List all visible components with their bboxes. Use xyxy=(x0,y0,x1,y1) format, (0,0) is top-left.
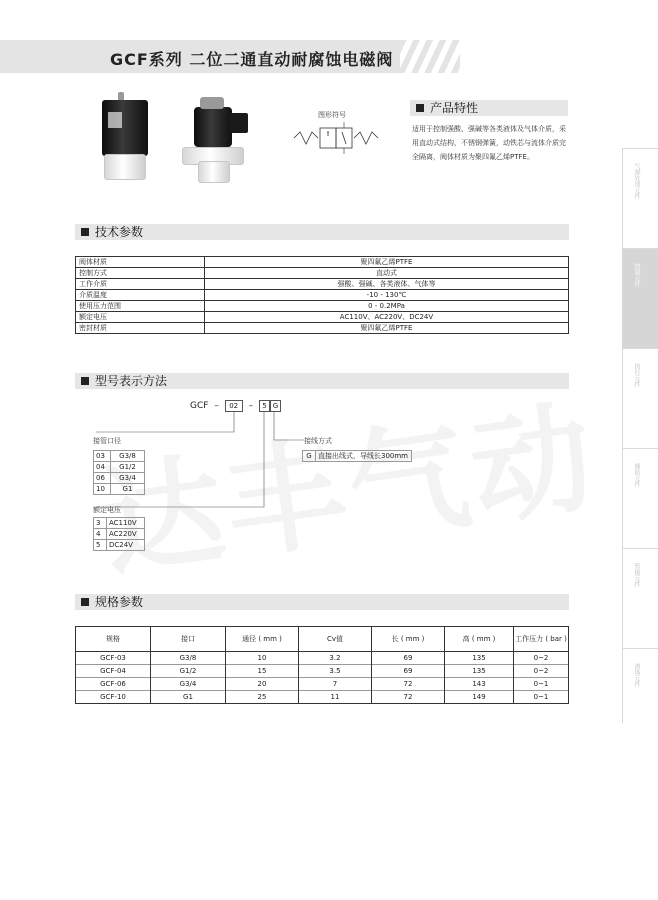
side-tab-actuator[interactable]: 执行元件 xyxy=(622,348,658,449)
model-dash: – xyxy=(214,401,219,411)
features-text: 适用于控制强酸、强碱等各类液体及气体介质，采用直动式结构，不锈钢弹簧，动铁芯与流体介质完全隔离，阀体材质为聚四氟乙烯PTFE。 xyxy=(412,125,566,161)
table-row xyxy=(76,323,569,334)
tech-header: 技术参数 xyxy=(75,224,569,240)
spec-cell: 135 xyxy=(445,652,514,665)
spec-cell: 11 xyxy=(299,691,372,704)
table-row xyxy=(94,451,145,462)
wiring-table xyxy=(302,450,412,462)
spec-cell: GCF-03 xyxy=(76,652,151,665)
spec-cell: 69 xyxy=(372,665,445,678)
tech-label: 阀体材质 xyxy=(76,257,205,268)
column-header: 规格 xyxy=(76,627,151,652)
spec-cell: 0~1 xyxy=(514,691,569,704)
spec-header: 规格参数 xyxy=(75,594,569,610)
table-row xyxy=(76,691,569,704)
page-title: GCF系列 二位二通直动耐腐蚀电磁阀 xyxy=(110,50,394,69)
port-table xyxy=(93,450,145,495)
spec-cell: 20 xyxy=(226,678,299,691)
spec-cell: 0~2 xyxy=(514,652,569,665)
table-row xyxy=(76,268,569,279)
wiring-desc: 直接出线式，导线长300mm xyxy=(316,451,412,462)
model-dash: – xyxy=(248,401,254,411)
spec-cell: GCF-10 xyxy=(76,691,151,704)
spec-cell: 72 xyxy=(372,691,445,704)
spec-cell: 143 xyxy=(445,678,514,691)
tech-value: 聚四氟乙烯PTFE xyxy=(205,323,569,334)
table-row xyxy=(76,301,569,312)
side-tab-control[interactable]: 控制元件 xyxy=(622,248,658,349)
spec-cell: 7 xyxy=(299,678,372,691)
port-code: 04 xyxy=(94,462,111,473)
features-header: 产品特性 xyxy=(410,100,568,116)
table-row xyxy=(76,678,569,691)
spec-cell: GCF-04 xyxy=(76,665,151,678)
column-header: 长 ( mm ) xyxy=(372,627,445,652)
spec-cell: G3/4 xyxy=(151,678,226,691)
table-row xyxy=(76,312,569,323)
tech-value: 强酸、强碱、各类液体、气体等 xyxy=(205,279,569,290)
column-header: 高 ( mm ) xyxy=(445,627,514,652)
table-row xyxy=(76,290,569,301)
spec-cell: G3/8 xyxy=(151,652,226,665)
voltage-value: AC220V xyxy=(107,529,145,540)
model-header: 型号表示方法 xyxy=(75,373,569,389)
symbol-label: 图形符号 xyxy=(318,111,346,119)
table-row xyxy=(94,518,145,529)
spec-cell: 3.2 xyxy=(299,652,372,665)
tech-label: 额定电压 xyxy=(76,312,205,323)
voltage-table xyxy=(93,517,145,551)
column-header: 接口 xyxy=(151,627,226,652)
port-code: 06 xyxy=(94,473,111,484)
side-tab-fluid[interactable]: 流体元件 xyxy=(622,648,658,724)
voltage-value: AC110V xyxy=(107,518,145,529)
model-voltage-code: 5 xyxy=(259,400,270,412)
title-stripes xyxy=(400,40,460,73)
port-size: G1/2 xyxy=(111,462,145,473)
spec-cell: 0~2 xyxy=(514,665,569,678)
product-image-2 xyxy=(180,95,260,185)
model-code xyxy=(190,400,281,412)
side-tab-air-treatment[interactable]: 气源处理元件 xyxy=(622,148,658,249)
spec-cell: GCF-06 xyxy=(76,678,151,691)
voltage-code: 5 xyxy=(94,540,107,551)
wiring-code: G xyxy=(303,451,316,462)
table-row xyxy=(94,473,145,484)
tech-label: 密封材质 xyxy=(76,323,205,334)
table-row xyxy=(76,665,569,678)
model-wiring-code: G xyxy=(270,400,281,412)
spec-cell: 135 xyxy=(445,665,514,678)
spec-cell: 0~1 xyxy=(514,678,569,691)
spec-cell: G1 xyxy=(151,691,226,704)
table-row xyxy=(303,451,412,462)
model-port-code: 02 xyxy=(225,400,243,412)
tech-value: 直动式 xyxy=(205,268,569,279)
side-tab-auxiliary[interactable]: 辅助元件 xyxy=(622,448,658,549)
tech-label: 介质温度 xyxy=(76,290,205,301)
tech-value: AC110V、AC220V、DC24V xyxy=(205,312,569,323)
product-image-1 xyxy=(100,92,150,182)
spec-cell: 149 xyxy=(445,691,514,704)
table-row xyxy=(94,540,145,551)
table-row xyxy=(76,257,569,268)
tech-label: 工作介质 xyxy=(76,279,205,290)
valve-symbol-icon xyxy=(292,118,384,158)
table-row xyxy=(94,529,145,540)
port-code: 10 xyxy=(94,484,111,495)
column-header: 工作压力 ( bar ) xyxy=(514,627,569,652)
column-header: 通径 ( mm ) xyxy=(226,627,299,652)
port-code: 03 xyxy=(94,451,111,462)
voltage-code: 4 xyxy=(94,529,107,540)
table-row xyxy=(94,484,145,495)
table-row xyxy=(76,652,569,665)
voltage-value: DC24V xyxy=(107,540,145,551)
tech-label: 使用压力范围 xyxy=(76,301,205,312)
spec-cell: 72 xyxy=(372,678,445,691)
voltage-label: 额定电压 xyxy=(93,506,121,514)
column-header: Cv值 xyxy=(299,627,372,652)
tech-value: -10 - 130℃ xyxy=(205,290,569,301)
tech-label: 控制方式 xyxy=(76,268,205,279)
wiring-label: 接线方式 xyxy=(304,437,332,445)
spec-cell: G1/2 xyxy=(151,665,226,678)
table-row xyxy=(94,462,145,473)
port-size: G3/4 xyxy=(111,473,145,484)
spec-cell: 69 xyxy=(372,652,445,665)
spec-cell: 3.5 xyxy=(299,665,372,678)
voltage-code: 3 xyxy=(94,518,107,529)
tech-value: 0 - 0.2MPa xyxy=(205,301,569,312)
table-row xyxy=(76,279,569,290)
spec-cell: 15 xyxy=(226,665,299,678)
side-tab-fittings[interactable]: 管接元件 xyxy=(622,548,658,649)
port-label: 接管口径 xyxy=(93,437,121,445)
spec-cell: 10 xyxy=(226,652,299,665)
tech-value: 聚四氟乙烯PTFE xyxy=(205,257,569,268)
tech-table xyxy=(75,256,569,334)
spec-table xyxy=(75,626,569,704)
model-prefix: GCF xyxy=(190,401,209,411)
port-size: G3/8 xyxy=(111,451,145,462)
port-size: G1 xyxy=(111,484,145,495)
spec-cell: 25 xyxy=(226,691,299,704)
table-header-row xyxy=(76,627,569,652)
